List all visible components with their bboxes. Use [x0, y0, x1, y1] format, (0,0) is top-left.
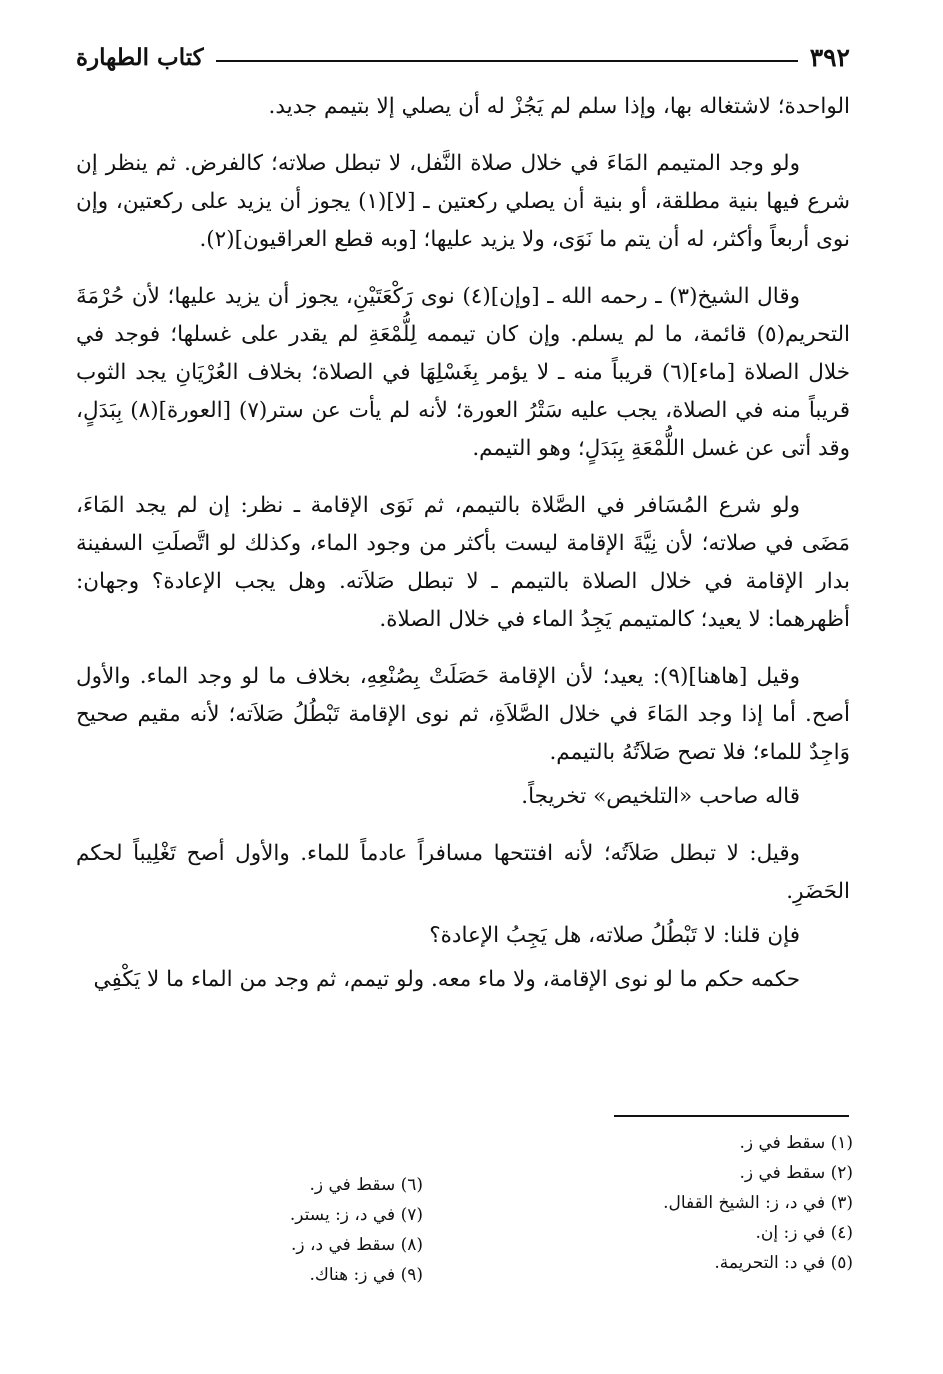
paragraph: ولو شرع المُسَافر في الصَّلاة بالتيمم، ثم نَوَى الإقامة ـ نظر: إن لم يجد المَاءَ، مَضَى في صلاته؛ لأن نِيَّةَ الإقامة ليست بأكثر من وجود الماء، وكذلك لو اتَّصلَتِ السفينة بدار الإقامة في خلال الصلاة بالتيمم ـ لا تبطل صَلاَته. وهل يجب الإعادة؟ وجهان: أظهرهما: لا يعيد؛ كالمتيمم يَجِدُ الماء في خلال الصلاة. [76, 493, 850, 632]
footnotes-left-column [183, 1170, 423, 1290]
paragraph: وقيل [هاهنا](٩): يعيد؛ لأن الإقامة حَصَلَتْ بِصُنْعِهِ، بخلاف ما لو وجد الماء. والأول أصح. أما إذا وجد المَاءَ في خلال الصَّلاَةِ، ثم نوى الإقامة تَبْطُلُ صَلاَته؛ لأنه مقيم صحيح وَاجِدٌ للماء؛ فلا تصح صَلاَتُهُ بالتيمم. [76, 664, 850, 765]
paragraph: ولو وجد المتيمم المَاءَ في خلال صلاة النَّفل، لا تبطل صلاته؛ كالفرض. ثم ينظر إن شرع فيها بنية مطلقة، أو بنية أن يصلي ركعتين ـ [لا](١) يجوز أن يزيد على ركعتين، وإن نوى أربعاً وأكثر، له أن يتم ما نَوَى، ولا يزيد عليها؛ [وبه قطع العراقيون](٢). [76, 151, 850, 252]
footnote: (٨) سقط في د، ز. [291, 1235, 423, 1255]
footnote: (٩) في ز: هناك. [309, 1265, 423, 1285]
footnote: (٢) سقط في ز. [739, 1163, 853, 1183]
header-rule [216, 60, 798, 62]
main-text [76, 88, 850, 1018]
paragraph: وقال الشيخ(٣) ـ رحمه الله ـ [وإن](٤) نوى رَكْعَتَيْنِ، يجوز أن يزيد عليها؛ لأن حُرْمَةَ التحريم(٥) قائمة، ما لم يسلم. وإن كان تيممه لِلُّمْعَةِ لم يقدر على غسلها؛ فوجد في خلال الصلاة [ماء](٦) قريباً منه ـ لا يؤمر بِغَسْلِهَا في الصلاة؛ بخلاف العُرْيَانِ يجد الثوب قريباً منه في الصلاة، يجب عليه سَتْرُ العورة؛ لأنه لم يأت عن ستر(٧) [العورة](٨) بِبَدَلٍ، وقد أتى عن غسل اللُّمْعَةِ بِبَدَلٍ؛ وهو التيمم. [76, 284, 851, 461]
page-number: ٣٩٢ [809, 42, 850, 72]
paragraph: حكمه حكم ما لو نوى الإقامة، ولا ماء معه. ولو تيمم، ثم وجد من الماء ما لا يَكْفِي [93, 967, 800, 992]
paragraph: وقيل: لا تبطل صَلاَتُه؛ لأنه افتتحها مسافراً عادماً للماء. والأول أصح تَغْلِيباً لحكم الحَضَرِ. [76, 841, 850, 904]
footnotes-right-column [603, 1128, 853, 1278]
footnote: (٧) في د، ز: يستر. [289, 1205, 423, 1225]
footnote: (٦) سقط في ز. [309, 1175, 423, 1195]
page-header [76, 40, 850, 74]
footnote: (٥) في د: التحريمة. [714, 1253, 853, 1273]
book-title: كتاب الطهارة [76, 43, 204, 71]
paragraph: قاله صاحب «التلخيص» تخريجاً. [521, 784, 800, 809]
paragraph: الواحدة؛ لاشتغاله بها، وإذا سلم لم يَجُزْ له أن يصلي إلا بتيمم جديد. [268, 94, 850, 119]
footnote: (١) سقط في ز. [739, 1133, 853, 1153]
footnote: (٤) في ز: إن. [755, 1223, 853, 1243]
paragraph: فإن قلنا: لا تَبْطُلُ صلاته، هل يَجِبُ الإعادة؟ [429, 923, 800, 948]
footnote-separator [614, 1115, 849, 1117]
footnote: (٣) في د، ز: الشيخ القفال. [663, 1193, 853, 1213]
